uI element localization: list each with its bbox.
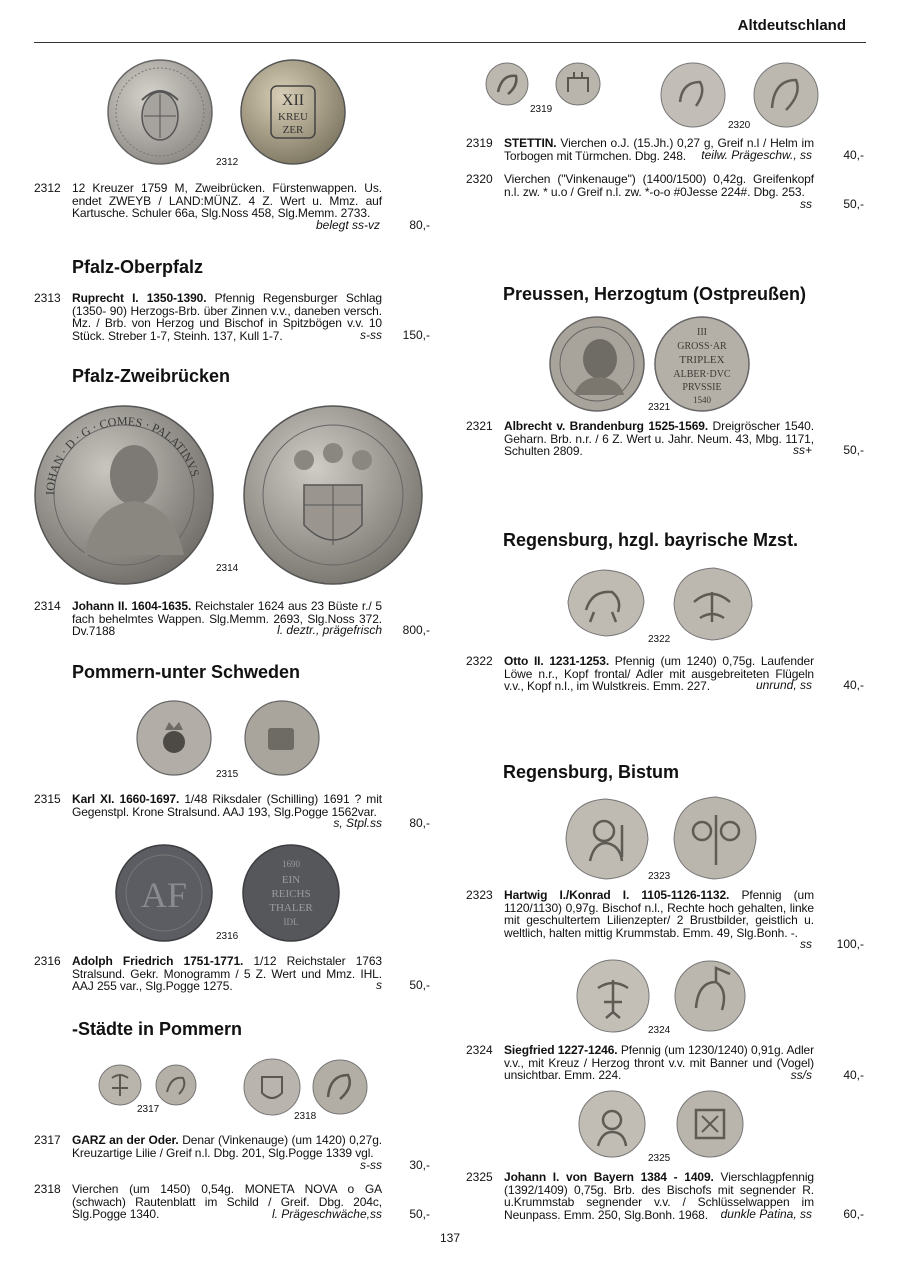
coin-label-2318: 2318 [294, 1111, 317, 1122]
coin-image-2314 [34, 405, 424, 585]
page-header-title: Altdeutschland [737, 17, 846, 34]
lot-number: 2315 [34, 792, 61, 806]
lot-text: Vierchen ("Vinkenauge") (1400/1500) 0,42g. Greifenkopf n.l. zw. * u.o / Greif n.l. zw. *-o-o #0Jesse 224#. Dbg. 253. [504, 172, 814, 199]
lot-number: 2316 [34, 954, 61, 968]
lot-number: 2321 [466, 419, 493, 433]
lot-text: Vierchen (um 1450) 0,54g. MONETA NOVA o GA (schwach) Rautenblatt im Schild / Greif. Dbg. 204c, Slg.Pogge 1340. [72, 1182, 382, 1222]
lot-ruler: Johann II. 1604-1635. [72, 599, 192, 613]
lot-grade: ss [800, 937, 812, 951]
lot-text: Reichstaler 1624 aus 23 Büste r./ 5 fach behelmtes Wappen. Slg.Memm. 2693, Slg.Noss 372. Dv.7188 [72, 599, 382, 639]
coin-label-2322: 2322 [648, 634, 671, 645]
lot-number: 2322 [466, 654, 493, 668]
lot-grade: unrund, ss [755, 678, 812, 692]
lot-description [504, 889, 814, 939]
lot-text: Pfennig (um 1240) 0,75g. Laufender Löwe n.r., Kopf frontal/ Adler mit ausgebreiteten Flügeln v.v., Kopf n.l., im Wulstkreis. Emm. 227. [504, 654, 814, 694]
coin-2316-rev-line1: 1690 [282, 859, 300, 869]
coin-2312-rev-line1: XII [281, 92, 305, 109]
lot-2325 [466, 1171, 864, 1223]
lot-number: 2320 [466, 172, 493, 186]
coin-2321-rev-line2: GROSS·AR [677, 341, 727, 352]
coin-2321-rev-line6: 1540 [693, 395, 711, 405]
lot-price: 150,- [402, 328, 430, 342]
lot-price: 50,- [409, 978, 430, 992]
lot-ruler: Albrecht v. Brandenburg 1525-1569. [504, 419, 709, 433]
section-heading-regensburg-bayrische: Regensburg, hzgl. bayrische Mzst. [503, 530, 799, 550]
lot-2312 [34, 182, 430, 234]
lot-grade: s-ss [360, 328, 382, 342]
coin-label-2315: 2315 [216, 769, 239, 780]
lot-description [504, 173, 814, 198]
lot-grade: s, Stpl.ss [333, 816, 382, 830]
lot-ruler: GARZ an der Oder. [72, 1133, 179, 1147]
section-heading-pfalz-oberpfalz: Pfalz-Oberpfalz [72, 257, 204, 277]
coin-2316-rev-line3: REICHS [271, 888, 311, 900]
coin-image-2320 [660, 62, 820, 128]
lot-text: 1/48 Riksdaler (Schilling) 1691 ? mit Gegenstpl. Krone Stralsund. AAJ 193, Slg.Pogge 1562var. [72, 792, 383, 819]
coin-image-2315 [137, 700, 319, 780]
coin-2321-rev-line3: TRIPLEX [679, 354, 725, 366]
lot-2323 [466, 889, 864, 953]
coin-2321-rev-line4: ALBER·DVC [673, 369, 731, 380]
lot-2320 [466, 173, 864, 213]
lot-text: Vierchen o.J. (15.Jh.) 0,27 g, Greif n.l / Helm im Torbogen mit Türmchen. Dbg. 248. [504, 136, 814, 163]
lot-2319 [466, 137, 864, 167]
lot-number: 2317 [34, 1133, 61, 1147]
lot-text: Denar (Vinkenauge) (um 1420) 0,27g. Kreuzartige Lilie / Greif n.l. Dbg. 201, Slg.Pogge 1339 vgl. [72, 1133, 382, 1160]
lot-ruler: Ruprecht I. 1350-1390. [72, 291, 207, 305]
coin-2321-rev-line5: PRVSSIE [682, 382, 722, 393]
lot-2317 [34, 1134, 430, 1174]
coin-2316-rev-line5: IDL [283, 917, 299, 927]
coin-label-2319: 2319 [530, 104, 553, 115]
coin-label-2316: 2316 [216, 931, 239, 942]
lot-grade: dunkle Patina, ss [720, 1207, 812, 1221]
coin-image-2325 [578, 1090, 746, 1158]
lot-price: 80,- [409, 816, 430, 830]
lot-description [72, 793, 382, 818]
lot-price: 80,- [409, 218, 430, 232]
lot-number: 2324 [466, 1043, 493, 1057]
lot-price: 50,- [843, 197, 864, 211]
coin-2316-obv-monogram: AF [140, 875, 188, 915]
lot-description [504, 1044, 814, 1082]
lot-price: 60,- [843, 1207, 864, 1221]
lot-2313 [34, 292, 430, 344]
coin-image-2321 [550, 317, 750, 412]
lot-grade: ss/s [790, 1068, 812, 1082]
coin-image-2319 [486, 62, 602, 108]
lot-description [72, 955, 382, 993]
coin-image-2323 [564, 795, 758, 881]
lot-ruler: Adolph Friedrich 1751-1771. [72, 954, 244, 968]
lot-description [72, 182, 382, 220]
coin-image-2318 [244, 1059, 368, 1115]
lot-number: 2318 [34, 1182, 61, 1196]
lot-text: 1/12 Reichstaler 1763 Stralsund. Gekr. Monogramm / 5 Z. Wert und Mmz. IHL. AAJ 255 var., Slg.Pogge 1275. [72, 954, 382, 994]
lot-2322 [466, 655, 864, 695]
coin-image-2322 [564, 562, 756, 644]
lot-grade: s-ss [360, 1158, 382, 1172]
section-heading-pommern-unter-schweden: Pommern-unter Schweden [72, 662, 301, 682]
lot-ruler: Siegfried 1227-1246. [504, 1043, 618, 1057]
lot-description [504, 420, 814, 458]
coin-2316-rev-line4: THALER [269, 902, 313, 914]
coin-label-2323: 2323 [648, 871, 671, 882]
lot-number: 2325 [466, 1170, 493, 1184]
lot-text: 12 Kreuzer 1759 M, Zweibrücken. Fürstenwappen. Us. endet ZWEYB / LAND:MÜNZ. 4 Z. Wert u. Mmz. auf Kartusche. Schuler 66a, Slg.Noss 458, Slg.Memm. 2733. [72, 181, 382, 221]
lot-number: 2319 [466, 136, 493, 150]
lot-2321 [466, 420, 864, 460]
lot-number: 2313 [34, 291, 61, 305]
coin-image-2324 [576, 958, 746, 1034]
lot-text: Dreigröscher 1540. Geharn. Brb. n.r. / 6 Z. Wert u. Jahr. Neum. 43, Mbg. 1171, Schulten 2809. [504, 419, 814, 459]
section-heading-regensburg-bistum: Regensburg, Bistum [503, 762, 680, 782]
coin-label-2312: 2312 [216, 157, 239, 168]
lot-grade: l. Prägeschwäche,ss [271, 1207, 382, 1221]
lot-grade: ss+ [792, 443, 812, 457]
lot-description [72, 292, 382, 342]
lot-ruler: Hartwig I./Konrad I. 1105-1126-1132. [504, 888, 730, 902]
lot-price: 40,- [843, 678, 864, 692]
lot-ruler: STETTIN. [504, 136, 557, 150]
lot-grade: ss [800, 197, 812, 211]
lot-2324 [466, 1044, 864, 1084]
header-divider [34, 42, 866, 43]
coin-image-2317 [99, 1064, 199, 1108]
lot-price: 50,- [843, 443, 864, 457]
lot-price: 800,- [402, 623, 430, 637]
coin-label-2317: 2317 [137, 1104, 160, 1115]
lot-price: 50,- [409, 1207, 430, 1221]
coin-label-2325: 2325 [648, 1153, 671, 1164]
lot-price: 40,- [843, 1068, 864, 1082]
lot-price: 100,- [836, 937, 864, 951]
coin-2312-rev-line3: ZER [282, 124, 304, 136]
coin-2316-rev-line2: EIN [281, 874, 301, 886]
lot-2315 [34, 793, 430, 833]
coin-label-2314: 2314 [216, 563, 239, 574]
coin-label-2320: 2320 [728, 120, 751, 131]
lot-ruler: Johann I. von Bayern 1384 - 1409. [504, 1170, 714, 1184]
lot-text: Pfennig (um 1230/1240) 0,91g. Adler v.v., mit Kreuz / Herzog thront v.v. mit Banner und (Vogel) unsichtbar. Emm. 224. [504, 1043, 815, 1083]
lot-2316 [34, 955, 430, 995]
lot-text: Pfennig Regensburger Schlag (1350- 90) Herzogs-Brb. über Zinnen v.v., daneben versch. Mz. / Brb. von Herzog und Bischof in Spitzbögen v.v. 10 Stück. Streber 1-7, Steinh. 137, Kull 1-7. [72, 291, 382, 343]
lot-grade: belegt ss-vz [315, 218, 380, 232]
lot-grade: teilw. Prägeschw., ss [701, 148, 812, 162]
lot-ruler: Otto II. 1231-1253. [504, 654, 610, 668]
coin-2321-rev-line1: III [697, 327, 707, 338]
lot-2314 [34, 600, 430, 640]
coin-2312-rev-line2: KREU [278, 111, 308, 123]
lot-number: 2312 [34, 181, 61, 195]
lot-2318 [34, 1183, 430, 1223]
coin-2314-obverse-legend: IOHAN · D · G · COMES · PALATINVS [42, 413, 203, 496]
page-number: 137 [439, 1231, 461, 1245]
lot-grade: l. deztr., prägefrisch [277, 623, 382, 637]
section-heading-staedte-in-pommern: -Städte in Pommern [72, 1019, 243, 1039]
coin-label-2321: 2321 [648, 402, 671, 413]
section-heading-pfalz-zweibruecken: Pfalz-Zweibrücken [72, 366, 231, 386]
lot-description [72, 1134, 382, 1159]
lot-number: 2323 [466, 888, 493, 902]
lot-text: Pfennig (um 1120/1130) 0,97g. Bischof n.l., Rechte hoch gehalten, linke mit geschultertem Lilienzepter/ 2 Brustbilder, geistlich u. weltlich, halten mittig Krummstab. Emm. 49, Slg.Bonh. -. [504, 888, 814, 940]
coin-label-2324: 2324 [648, 1025, 671, 1036]
lot-grade: s [376, 978, 382, 992]
coin-image-2316 [116, 845, 341, 945]
lot-text: Vierschlagpfennig (1392/1409) 0,75g. Brb. des Bischofs mit segnender R. u.Krummstab segnender v.v. / Schlüsselwappen im Neunpass. Emm. 250, Slg.Bonh. 1968. [504, 1170, 814, 1222]
lot-price: 30,- [409, 1158, 430, 1172]
lot-number: 2314 [34, 599, 61, 613]
lot-ruler: Karl XI. 1660-1697. [72, 792, 180, 806]
lot-price: 40,- [843, 148, 864, 162]
section-heading-preussen: Preussen, Herzogtum (Ostpreußen) [503, 284, 807, 304]
